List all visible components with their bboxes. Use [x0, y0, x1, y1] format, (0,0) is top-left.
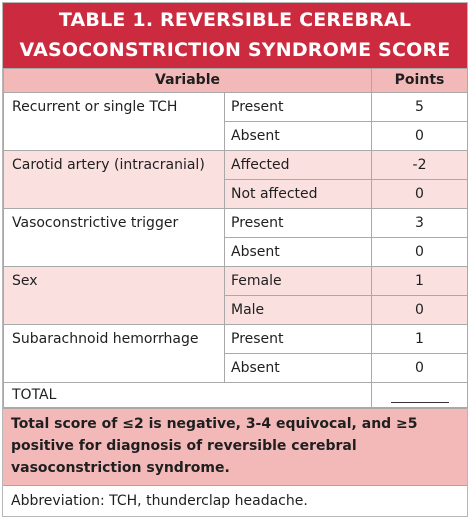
table-row: [4, 325, 468, 354]
option-cell: Male: [225, 296, 372, 325]
table-row: [4, 267, 468, 296]
score-table: [3, 68, 468, 408]
variable-column-header: Variable: [4, 69, 372, 93]
variable-cell: Subarachnoid hemorrhage: [4, 325, 225, 383]
blank-line: [391, 388, 449, 403]
table-title-line-1: TABLE 1. REVERSIBLE CEREBRAL: [58, 9, 412, 31]
points-cell: 1: [372, 267, 468, 296]
score-table-card: [2, 2, 468, 517]
points-cell: 0: [372, 122, 468, 151]
interpretation-note: Total score of ≤2 is negative, 3-4 equivocal, and ≥5 positive for diagnosis of reversible cerebral vasoconstriction syndrome.: [3, 408, 467, 485]
table-row: [4, 93, 468, 122]
points-cell: 0: [372, 354, 468, 383]
option-cell: Not affected: [225, 180, 372, 209]
option-cell: Absent: [225, 354, 372, 383]
points-cell: -2: [372, 151, 468, 180]
table-row: [4, 151, 468, 180]
points-cell: 0: [372, 296, 468, 325]
option-cell: Absent: [225, 122, 372, 151]
table-title-line-2: VASOCONSTRICTION SYNDROME SCORE: [19, 39, 451, 61]
option-cell: Present: [225, 93, 372, 122]
table-row: [4, 209, 468, 238]
points-cell: 3: [372, 209, 468, 238]
option-cell: Present: [225, 209, 372, 238]
points-cell: 1: [372, 325, 468, 354]
option-cell: Affected: [225, 151, 372, 180]
points-column-header: Points: [372, 69, 468, 93]
total-value-blank: [372, 383, 468, 408]
variable-cell: Vasoconstrictive trigger: [4, 209, 225, 267]
variable-cell: Recurrent or single TCH: [4, 93, 225, 151]
option-cell: Present: [225, 325, 372, 354]
points-cell: 5: [372, 93, 468, 122]
table-title: [3, 3, 467, 68]
variable-cell: Sex: [4, 267, 225, 325]
total-label: TOTAL: [4, 383, 372, 408]
points-cell: 0: [372, 180, 468, 209]
points-cell: 0: [372, 238, 468, 267]
variable-cell: Carotid artery (intracranial): [4, 151, 225, 209]
abbreviation-note: Abbreviation: TCH, thunderclap headache.: [3, 485, 467, 516]
total-row: [4, 383, 468, 408]
option-cell: Absent: [225, 238, 372, 267]
table-header-row: [4, 69, 468, 93]
option-cell: Female: [225, 267, 372, 296]
